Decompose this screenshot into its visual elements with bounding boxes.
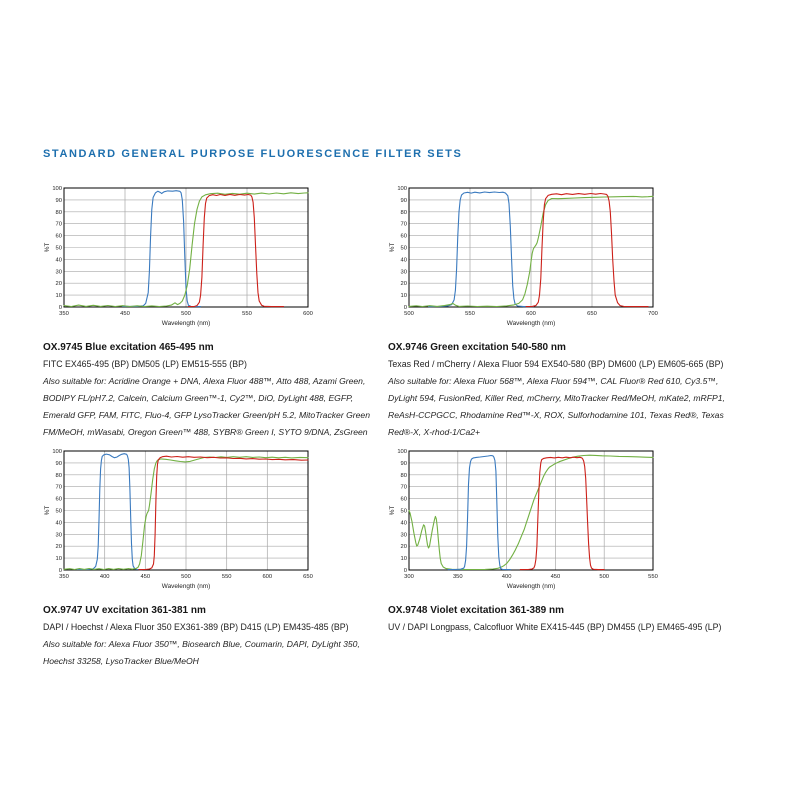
svg-text:Wavelength (nm): Wavelength (nm) [506, 320, 556, 327]
spectrum-svg [43, 448, 313, 594]
svg-text:10: 10 [55, 556, 62, 563]
svg-text:500: 500 [599, 574, 610, 580]
filter-set-panel-ox9748 [388, 448, 728, 636]
filter-set-text [388, 339, 728, 441]
filter-spec: Texas Red / mCherry / Alexa Fluor 594 EX540-580 (BP) DM600 (LP) EM605-665 (BP) [388, 359, 724, 369]
svg-text:90: 90 [400, 460, 407, 467]
svg-text:0: 0 [58, 568, 62, 574]
svg-text:550: 550 [648, 574, 658, 580]
svg-text:0: 0 [58, 305, 62, 311]
svg-text:%T: %T [44, 505, 51, 516]
svg-text:30: 30 [55, 269, 62, 276]
svg-text:Wavelength (nm): Wavelength (nm) [506, 583, 556, 590]
spectrum-chart-ox9746 [388, 185, 658, 331]
spectrum-svg [388, 448, 658, 594]
spectrum-svg [388, 185, 658, 331]
svg-text:500: 500 [181, 311, 191, 317]
svg-text:450: 450 [120, 311, 130, 317]
svg-text:40: 40 [400, 257, 407, 264]
svg-text:400: 400 [99, 574, 110, 580]
svg-text:70: 70 [400, 221, 407, 228]
svg-text:60: 60 [400, 496, 407, 503]
spectrum-svg [43, 185, 313, 331]
svg-text:0: 0 [403, 305, 407, 311]
svg-text:350: 350 [59, 574, 69, 580]
svg-text:550: 550 [242, 311, 252, 317]
svg-text:40: 40 [55, 257, 62, 264]
svg-text:80: 80 [400, 209, 407, 216]
svg-text:80: 80 [55, 209, 62, 216]
svg-text:450: 450 [140, 574, 151, 580]
filter-spec: DAPI / Hoechst / Alexa Fluor 350 EX361-389 (BP) D415 (LP) EM435-485 (BP) [43, 622, 349, 632]
svg-text:%T: %T [389, 242, 396, 253]
svg-text:30: 30 [55, 532, 62, 539]
svg-text:100: 100 [52, 449, 62, 455]
svg-text:60: 60 [55, 496, 62, 503]
svg-text:90: 90 [55, 460, 62, 467]
svg-text:Wavelength (nm): Wavelength (nm) [161, 583, 211, 590]
svg-text:10: 10 [400, 293, 407, 300]
filter-spec: FITC EX465-495 (BP) DM505 (LP) EM515-555 (BP) [43, 359, 247, 369]
svg-text:100: 100 [52, 186, 62, 192]
also-suitable-text: Also suitable for: Acridine Orange + DNA, Alexa Fluor 488™, Atto 488, Azami Green, BODIPY FL/pH7.2, Calcein, Calcium Green™-1, Cy2™, DiO, DyLight 488, EGFP, Emerald GFP, FAM, FITC, Fluo-4, GFP LysoTracker Green/pH 5.2, MitoTracker Green FM/MeOH, mWasabi, Oregon Green™ 488, SYBR® Green I, SYTO 9/DNA, ZsGreen [43, 376, 370, 437]
svg-text:650: 650 [587, 311, 597, 317]
filter-set-panel-ox9747 [43, 448, 371, 670]
product-heading: OX.9745 Blue excitation 465-495 nm [43, 342, 214, 353]
svg-text:50: 50 [400, 245, 407, 252]
svg-text:90: 90 [55, 197, 62, 204]
svg-text:40: 40 [55, 520, 62, 527]
svg-text:90: 90 [400, 197, 407, 204]
svg-text:350: 350 [59, 311, 69, 317]
filter-set-text [43, 602, 371, 670]
filter-spec: UV / DAPI Longpass, Calcofluor White EX415-445 (BP) DM455 (LP) EM465-495 (LP) [388, 622, 722, 632]
svg-text:550: 550 [221, 574, 232, 580]
svg-text:30: 30 [400, 269, 407, 276]
filter-set-text [43, 339, 371, 441]
svg-text:20: 20 [400, 281, 407, 288]
svg-text:20: 20 [55, 281, 62, 288]
svg-text:500: 500 [181, 574, 191, 580]
svg-text:70: 70 [400, 484, 407, 491]
svg-text:80: 80 [400, 472, 407, 479]
svg-text:550: 550 [465, 311, 475, 317]
svg-text:650: 650 [303, 574, 313, 580]
also-suitable-text: Also suitable for: Alexa Fluor 350™, Biosearch Blue, Coumarin, DAPI, DyLight 350, Hoechst 33258, LysoTracker Blue/MeOH [43, 639, 360, 666]
svg-text:30: 30 [400, 532, 407, 539]
svg-text:50: 50 [55, 508, 62, 515]
svg-text:20: 20 [55, 544, 62, 551]
product-heading: OX.9748 Violet excitation 361-389 nm [388, 605, 565, 616]
svg-text:70: 70 [55, 484, 62, 491]
spectrum-chart-ox9745 [43, 185, 313, 331]
spectrum-chart-ox9747 [43, 448, 313, 594]
product-heading: OX.9746 Green excitation 540-580 nm [388, 342, 566, 353]
svg-text:600: 600 [303, 311, 313, 317]
svg-text:500: 500 [404, 311, 414, 317]
svg-text:300: 300 [404, 574, 414, 580]
page-title: STANDARD GENERAL PURPOSE FLUORESCENCE FILTER SETS [43, 148, 463, 160]
svg-text:0: 0 [403, 568, 407, 574]
svg-text:40: 40 [400, 520, 407, 527]
svg-text:60: 60 [400, 233, 407, 240]
filter-set-panel-ox9746 [388, 185, 728, 441]
svg-text:10: 10 [400, 556, 407, 563]
filter-set-text [388, 602, 728, 636]
svg-text:700: 700 [648, 311, 658, 317]
svg-text:80: 80 [55, 472, 62, 479]
filter-set-panel-ox9745 [43, 185, 371, 441]
svg-text:%T: %T [389, 505, 396, 516]
svg-text:50: 50 [400, 508, 407, 515]
svg-text:600: 600 [526, 311, 536, 317]
svg-text:20: 20 [400, 544, 407, 551]
svg-text:50: 50 [55, 245, 62, 252]
spectrum-chart-ox9748 [388, 448, 658, 594]
svg-text:400: 400 [501, 574, 512, 580]
also-suitable-text: Also suitable for: Alexa Fluor 568™, Alexa Fluor 594™, CAL Fluor® Red 610, Cy3.5™, DyLight 594, FusionRed, Killer Red, mCherry, MitoTracker Red/MeOH, mKate2, mRFP1, ReAsH-CCPGCC, Rhodamine Red™-X, ROX, Sulforhodamine 101, Texas Red®, Texas Red®-X, X-rhod-1/Ca2+ [388, 376, 725, 437]
svg-text:350: 350 [452, 574, 463, 580]
svg-text:%T: %T [44, 242, 51, 253]
svg-text:100: 100 [397, 186, 407, 192]
svg-text:10: 10 [55, 293, 62, 300]
svg-text:450: 450 [550, 574, 561, 580]
svg-text:60: 60 [55, 233, 62, 240]
product-heading: OX.9747 UV excitation 361-381 nm [43, 605, 206, 616]
svg-text:70: 70 [55, 221, 62, 228]
svg-text:Wavelength (nm): Wavelength (nm) [161, 320, 211, 327]
svg-text:100: 100 [397, 449, 407, 455]
svg-text:600: 600 [262, 574, 273, 580]
